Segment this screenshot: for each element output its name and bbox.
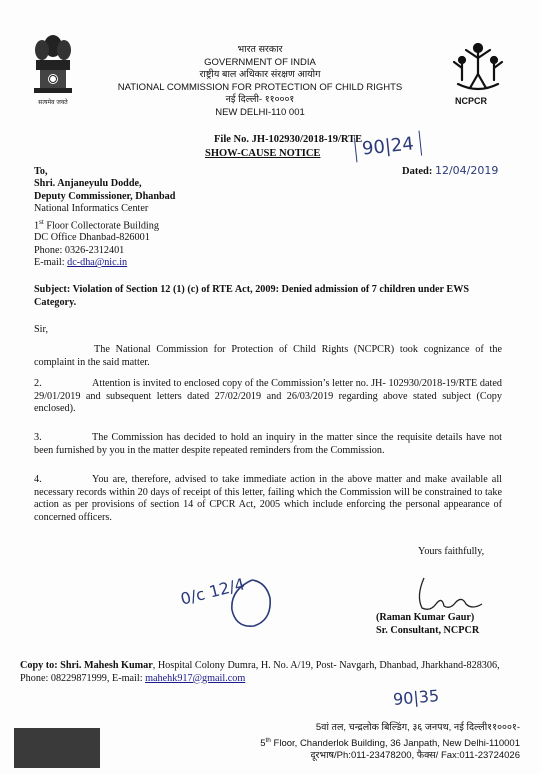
address-line-1: National Informatics Center [34, 203, 149, 215]
dated-value: 12/04/2019 [434, 164, 499, 177]
copy-to-block [20, 660, 516, 685]
paragraph-2-number: 2. [34, 378, 42, 389]
footer-hindi-address: 5वां तल, चन्द्रलोक बिल्डिंग, ३६ जनपथ, नई दिल्ली११०००१- [315, 722, 520, 733]
floor-suffix: st [39, 217, 44, 226]
dated-label: Dated: [402, 166, 433, 177]
paragraph-4 [34, 474, 502, 524]
paragraph-1 [34, 344, 502, 369]
handwritten-outward-number: 90|35 [392, 686, 440, 709]
floor-number: 1 [34, 220, 40, 232]
signatory-designation: Sr. Consultant, NCPCR [376, 624, 480, 636]
paragraph-2 [34, 378, 502, 416]
address-line-3: DC Office Dhanbad-826001 [34, 232, 150, 244]
closing-phrase: Yours faithfully, [418, 546, 485, 557]
emblem-caption: सत्यमेव जयते [38, 99, 68, 106]
commission-name: NATIONAL COMMISSION FOR PROTECTION OF CHILD RIGHTS [117, 81, 403, 93]
letterhead [110, 44, 410, 119]
copy-to-label: Copy to: Shri. Mahesh Kumar [20, 660, 153, 671]
ncpcr-logo-icon [448, 40, 508, 95]
footer-floor-suffix: th [265, 736, 271, 744]
national-emblem-icon [28, 28, 78, 108]
addressee-designation: Deputy Commissioner, Dhanbad [34, 190, 176, 202]
hindi-government: भारत सरकार [237, 44, 283, 55]
salutation: Sir, [34, 324, 49, 335]
file-number: File No. JH-102930/2018-19/RTE [214, 134, 363, 145]
email-label: E-mail: [34, 257, 68, 269]
paragraph-4-number: 4. [34, 474, 42, 485]
city: NEW DELHI-110 001 [215, 106, 305, 118]
hindi-city: नई दिल्ली- ११०००१ [225, 94, 295, 105]
signatory-block [376, 612, 479, 637]
handwritten-loop [222, 576, 282, 632]
address-line-2 [34, 216, 175, 233]
floor-rest: Floor Collectorate Building [43, 220, 159, 232]
paragraph-4-text: You are, therefore, advised to take immediate action in the above matter and make available all necessary records within 20 days of receipt of this letter, failing which the Commission will be constrained to take action as per provisions of section 14 of CPCR Act, 2005 which include enforcing the personal appearance of concerned officers. [34, 474, 502, 523]
paragraph-3 [34, 432, 502, 457]
handwritten-inward-number: 90|24 [354, 131, 422, 163]
footer-address-line [150, 735, 520, 751]
addressee-phone: Phone: 0326-2312401 [34, 244, 125, 256]
copy-to-text: , Hospital Colony Dumra, H. No. A/19, Post- Navgarh, Dhanbad, Jharkhand-828306, Phone: 08229871999, E-mail: [20, 660, 500, 684]
paragraph-2-text: Attention is invited to enclosed copy of the Commission’s letter no. JH- 102930/2018-19/RTE dated 29/01/2019 and subsequent letters dated 27/02/2019 and 26/03/2019 regarding above stated subject (Copy enclosed). [34, 378, 502, 414]
addressee-block [34, 166, 175, 270]
dated-line [402, 164, 498, 177]
handwritten-date-mark: 0/c 12/4 [178, 574, 247, 609]
to-label: To, [34, 166, 48, 177]
paragraph-3-number: 3. [34, 432, 42, 443]
copy-to-email-link[interactable]: mahehk917@gmail.com [145, 672, 246, 684]
hindi-commission: राष्ट्रीय बाल अधिकार संरक्षण आयोग [199, 69, 321, 80]
addressee-name: Shri. Anjaneyulu Dodde, [34, 178, 142, 190]
ncpcr-label: NCPCR [455, 96, 488, 106]
paragraph-1-text: The National Commission for Protection of Child Rights (NCPCR) took cognizance of the complaint in the said matter. [34, 344, 502, 368]
notice-title: SHOW-CAUSE NOTICE [205, 148, 321, 159]
subject-line: Subject: Violation of Section 12 (1) (c) of RTE Act, 2009: Denied admission of 7 children under EWS Category. [34, 284, 470, 308]
footer-floor-number: 5 [260, 737, 266, 749]
footer-badge-image [14, 728, 100, 768]
footer-phone: दूरभाष/Ph:011-23478200, फैक्स/ Fax:011-23724026 [310, 750, 520, 762]
signature-mark [410, 574, 490, 614]
addressee-email-link[interactable]: dc-dha@nic.in [67, 257, 128, 269]
footer-address [150, 722, 520, 763]
signatory-name: (Raman Kumar Gaur) [376, 612, 475, 623]
government-name: GOVERNMENT OF INDIA [204, 56, 316, 68]
footer-address-rest: Floor, Chanderlok Building, 36 Janpath, New Delhi-110001 [270, 737, 520, 749]
paragraph-3-text: The Commission has decided to hold an inquiry in the matter since the requisite details have not been furnished by you in the matter despite repeated reminders from the Commission. [34, 432, 502, 456]
addressee-email-line [34, 257, 175, 269]
